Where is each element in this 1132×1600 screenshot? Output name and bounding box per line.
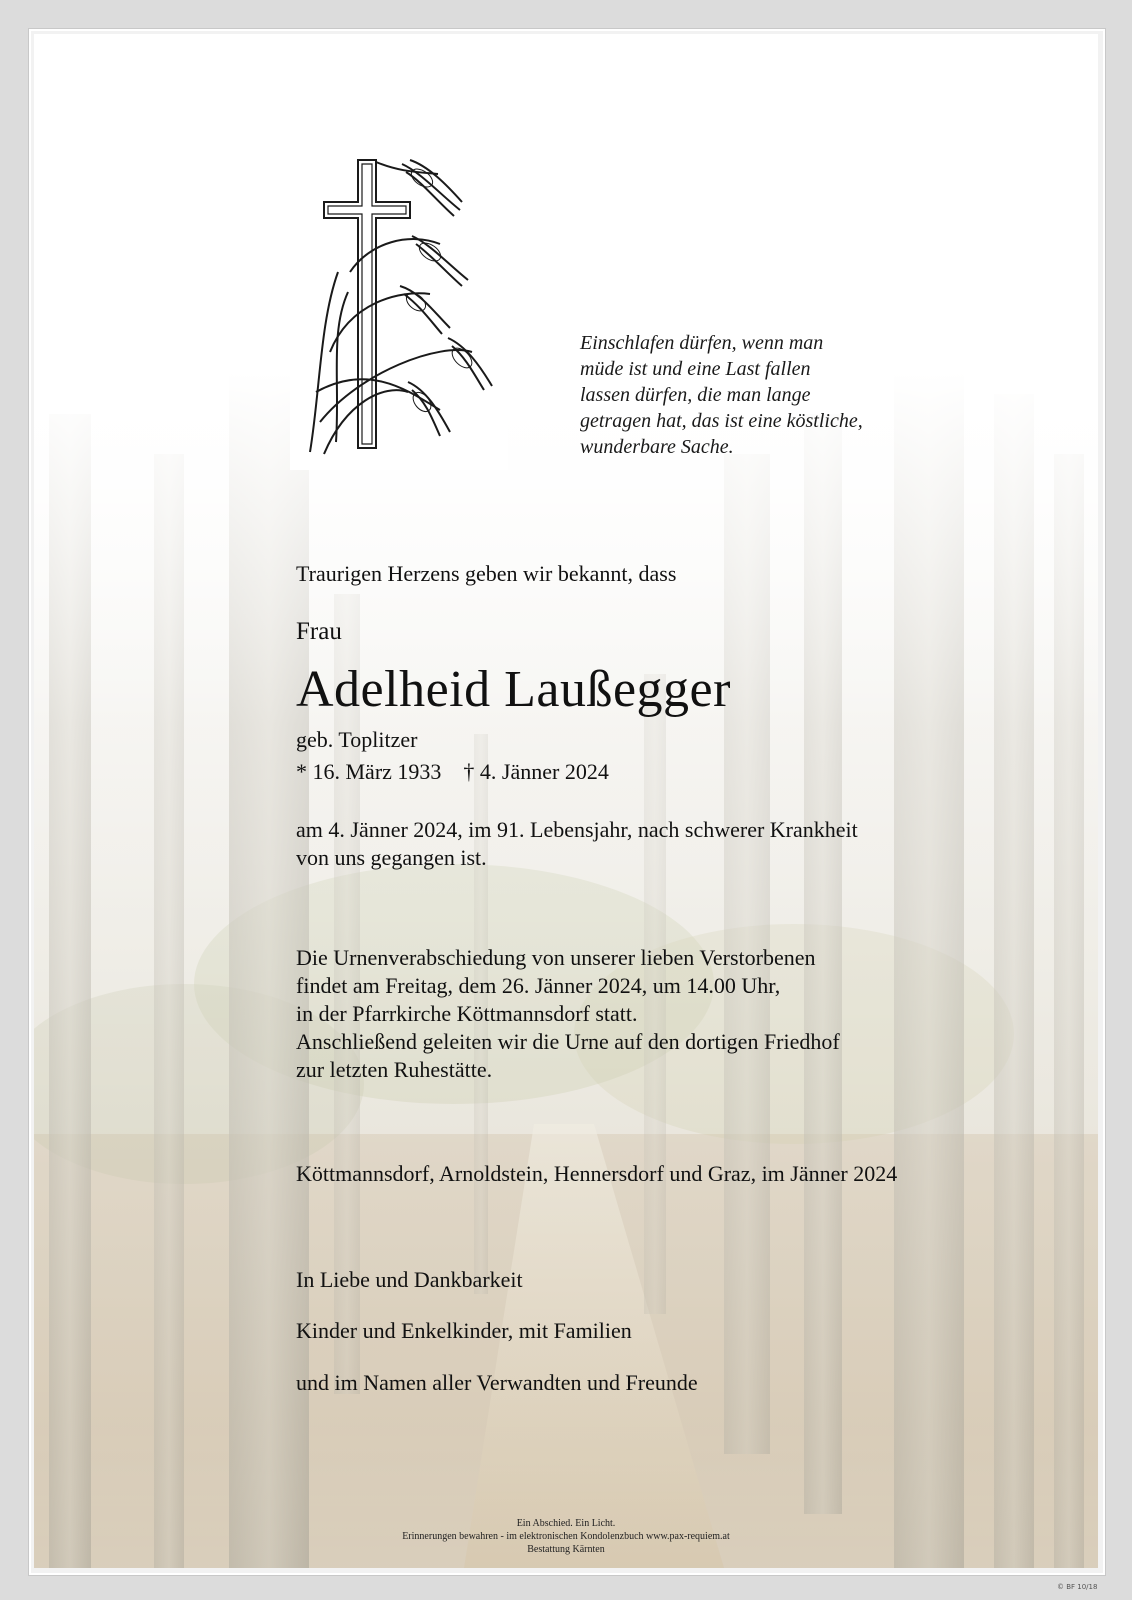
ceremony-line: in der Pfarrkirche Köttmannsdorf statt. <box>296 1001 638 1026</box>
parte-sheet <box>34 34 1098 1568</box>
memorial-quote <box>580 330 940 460</box>
maiden-name: geb. Toplitzer <box>296 727 418 752</box>
footer <box>34 1517 1098 1556</box>
footer-condolence-book: Erinnerungen bewahren - im elektronischen Kondolenzbuch www.pax-requiem.at <box>402 1531 730 1542</box>
ceremony-line: Die Urnenverabschiedung von unserer lieben Verstorbenen <box>296 945 816 970</box>
quote-line: wunderbare Sache. <box>580 436 734 458</box>
salutation: Frau <box>296 618 342 645</box>
deceased-name: Adelheid Laußegger <box>296 661 731 718</box>
passing-line: am 4. Jänner 2024, im 91. Lebensjahr, nach schwerer Krankheit <box>296 817 858 842</box>
ceremony-text <box>296 944 840 1084</box>
quote-line: Einschlafen dürfen, wenn man <box>580 332 824 354</box>
signoff-children: Kinder und Enkelkinder, mit Familien <box>296 1318 632 1343</box>
quote-line: getragen hat, das ist eine köstliche, <box>580 410 863 432</box>
life-dates <box>296 758 631 786</box>
announcement-intro: Traurigen Herzens geben wir bekannt, dass <box>296 561 677 586</box>
cross-with-wheat-icon <box>290 152 508 470</box>
passing-text <box>296 816 858 872</box>
ceremony-line: zur letzten Ruhestätte. <box>296 1057 493 1082</box>
signoff-relatives: und im Namen aller Verwandten und Freunde <box>296 1370 698 1395</box>
corner-mark: © BF 10/18 <box>1057 1583 1098 1591</box>
quote-line: lassen dürfen, die man lange <box>580 384 811 406</box>
ceremony-line: Anschließend geleiten wir die Urne auf den dortigen Friedhof <box>296 1029 840 1054</box>
ceremony-line: findet am Freitag, dem 26. Jänner 2024, um 14.00 Uhr, <box>296 973 781 998</box>
birth-date: * 16. März 1933 <box>296 759 442 784</box>
footer-tagline: Ein Abschied. Ein Licht. <box>516 1518 616 1529</box>
place-and-date: Köttmannsdorf, Arnoldstein, Hennersdorf und Graz, im Jänner 2024 <box>296 1161 898 1186</box>
signoff-love: In Liebe und Dankbarkeit <box>296 1267 523 1292</box>
quote-line: müde ist und eine Last fallen <box>580 358 811 380</box>
death-date: † 4. Jänner 2024 <box>463 759 609 784</box>
footer-undertaker: Bestattung Kärnten <box>527 1544 605 1555</box>
passing-line: von uns gegangen ist. <box>296 845 487 870</box>
